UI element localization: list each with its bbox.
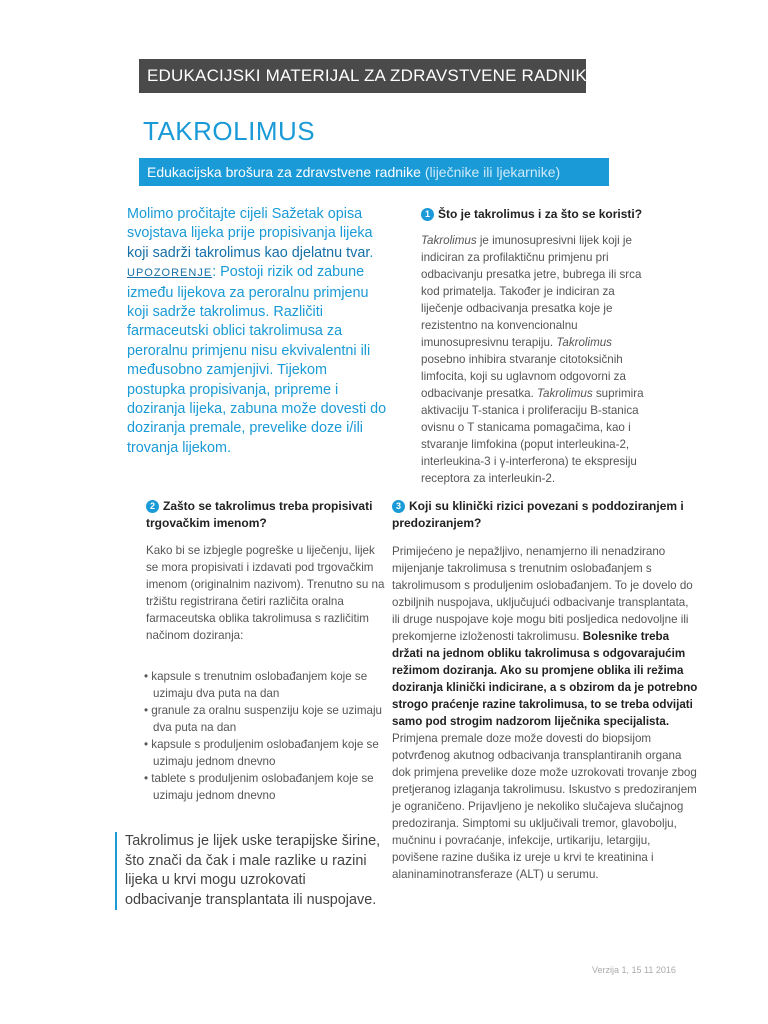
page-title: TAKROLIMUS: [143, 116, 316, 146]
intro-paragraph: [127, 205, 389, 458]
number-2-icon: 2: [146, 500, 159, 513]
q1-text-2: posebno inhibira stvaranje citotoksičnih limfocita, koji su uglavnom odgovorni za odbacivanje presatka.: [421, 353, 626, 400]
drug-name-italic: Takrolimus: [421, 234, 477, 247]
drug-name-italic: Takrolimus: [556, 336, 612, 349]
intro-text-a: Molimo pročitajte cijeli Sažetak opisa svojstava lijeka prije propisivanja lijeka: [127, 206, 373, 242]
question-2-heading: [146, 498, 386, 532]
bullet-text: granule za oralnu suspenziju koje se uzimaju dva puta na dan: [151, 704, 383, 734]
warning-text: : Postoji rizik od zabune između lijekova za peroralnu primjenu koji sadrže takrolimus. Različiti farmaceutski oblici takrolimusa za peroralnu primjenu nisu ekvivalentni ili međusobno zamjenjivi. Tijekom postupka propisivanja, pripreme i doziranja lijeka, zabuna može dovesti do doziranja premale, prevelike doze i/ili trovanja lijekom.: [127, 264, 387, 456]
number-3-icon: 3: [392, 500, 405, 513]
bullet-text: kapsule s produljenim oslobađanjem koje se uzimaju jednom dnevno: [151, 738, 379, 768]
narrow-therapeutic-callout: Takrolimus je lijek uske terapijske širine, što znači da čak i male razlike u razini lijeka u krvi mogu uzrokovati odbacivanje transplantata ili nuspojave.: [115, 832, 385, 910]
question-1-title: Što je takrolimus i za što se koristi?: [438, 207, 643, 221]
intro-text-c: .: [369, 244, 374, 261]
question-1-body: [421, 232, 651, 487]
list-item: • kapsule s produljenim oslobađanjem koje se uzimaju jednom dnevno: [144, 738, 379, 768]
intro-text-b: koji sadrži takrolimus kao djelatnu tvar: [127, 244, 370, 261]
q1-text-1: je imunosupresivni lijek koji je indiciran za profilaktičnu primjenu pri odbacivanju presatka jetre, bubrega ili srca kod primatelja. Također je indiciran za liječenje odbacivanja presatka koje je rezistentno na konvencionalnu imunosupresivnu terapiju.: [421, 234, 642, 349]
list-item: • kapsule s trenutnim oslobađanjem koje se uzimaju dva puta na dan: [144, 670, 368, 700]
subtitle-audience: (liječnike ili ljekarnike): [424, 164, 561, 180]
q3-text-a: Primijećeno je nepažljivo, nenamjerno ili nenadzirano mijenjanje takrolimusa s trenutnim oslobađanjem s takrolimusom s produljenim oslobađanjem. To je dovelo do ozbiljnih nuspojava, uključujući odbacivanje transplantata, ili druge nuspojave koje mogu biti posljedica nedovoljne ili prekomjerne izloženosti takrolimusu.: [392, 545, 693, 643]
question-2-section: [146, 498, 386, 804]
formulation-list: [142, 668, 386, 804]
question-1-heading: [421, 206, 651, 223]
question-3-body: [392, 543, 698, 883]
subtitle-main: Edukacijska brošura za zdravstvene radnike: [147, 164, 421, 180]
drug-name-italic: Takrolimus: [537, 387, 593, 400]
question-3-title: Koji su klinički rizici povezani s poddoziranjem i predoziranjem?: [392, 499, 684, 530]
q1-text-3: suprimira aktivaciju T-stanica i proliferaciju B-stanica ovisnu o T stanicama pomagačima, kao i stvaranje limfokina (poput interleukina-2, interleukina-3 i γ-interferona) te ekspresiju receptora za interleukin-2.: [421, 387, 644, 485]
bullet-text: tablete s produljenim oslobađanjem koje se uzimaju jednom dnevno: [151, 772, 374, 802]
warning-label: UPOZORENJE: [127, 267, 213, 280]
number-1-icon: 1: [421, 208, 434, 221]
q3-text-c: Primjena premale doze može dovesti do biopsijom potvrđenog akutnog odbacivanja transplantiranih organa dok primjena prevelike doze može uzrokovati trovanje zbog pretjeranog izlaganja takrolimusu. Iskustvo s predoziranjem je ograničeno. Prijavljeno je nekoliko slučajeva slučajnog predoziranja. Simptomi su uključivali tremor, glavobolju, mučninu i povraćanje, infekcije, urtikariju, letargiju, povišene razine dušika iz ureje u krvi te kreatinina i alaninaminotransferaze (ALT) u serumu.: [392, 732, 697, 881]
question-3-section: [392, 498, 698, 883]
document-banner: EDUKACIJSKI MATERIJAL ZA ZDRAVSTVENE RADNIKE: [139, 59, 586, 93]
question-2-title: Zašto se takrolimus treba propisivati trgovačkim imenom?: [146, 499, 373, 530]
version-label: Verzija 1, 15 11 2016: [592, 965, 676, 975]
question-2-body: Kako bi se izbjegle pogreške u liječenju, lijek se mora propisivati i izdavati pod trgovačkim imenom (originalnim nazivom). Trenutno su na tržištu registrirana četiri različita oralna farmaceutska oblika takrolimusa s različitim načinom doziranja:: [146, 544, 385, 642]
bullet-text: kapsule s trenutnim oslobađanjem koje se uzimaju dva puta na dan: [151, 670, 368, 700]
subtitle-bar: [139, 158, 609, 186]
list-item: • tablete s produljenim oslobađanjem koje se uzimaju jednom dnevno: [144, 772, 374, 802]
list-item: • granule za oralnu suspenziju koje se uzimaju dva puta na dan: [144, 704, 383, 734]
question-3-heading: [392, 498, 698, 532]
question-1-section: [421, 206, 651, 487]
q3-text-bold: Bolesnike treba držati na jednom obliku takrolimusa s odgovarajućim režimom doziranja. Ako su promjene oblika ili režima doziranja klinički indicirane, a s obzirom da je potrebno strogo praćenje razine takrolimusa, to se treba odvijati samo pod strogim nadzorom liječnika specijalista.: [392, 630, 698, 728]
